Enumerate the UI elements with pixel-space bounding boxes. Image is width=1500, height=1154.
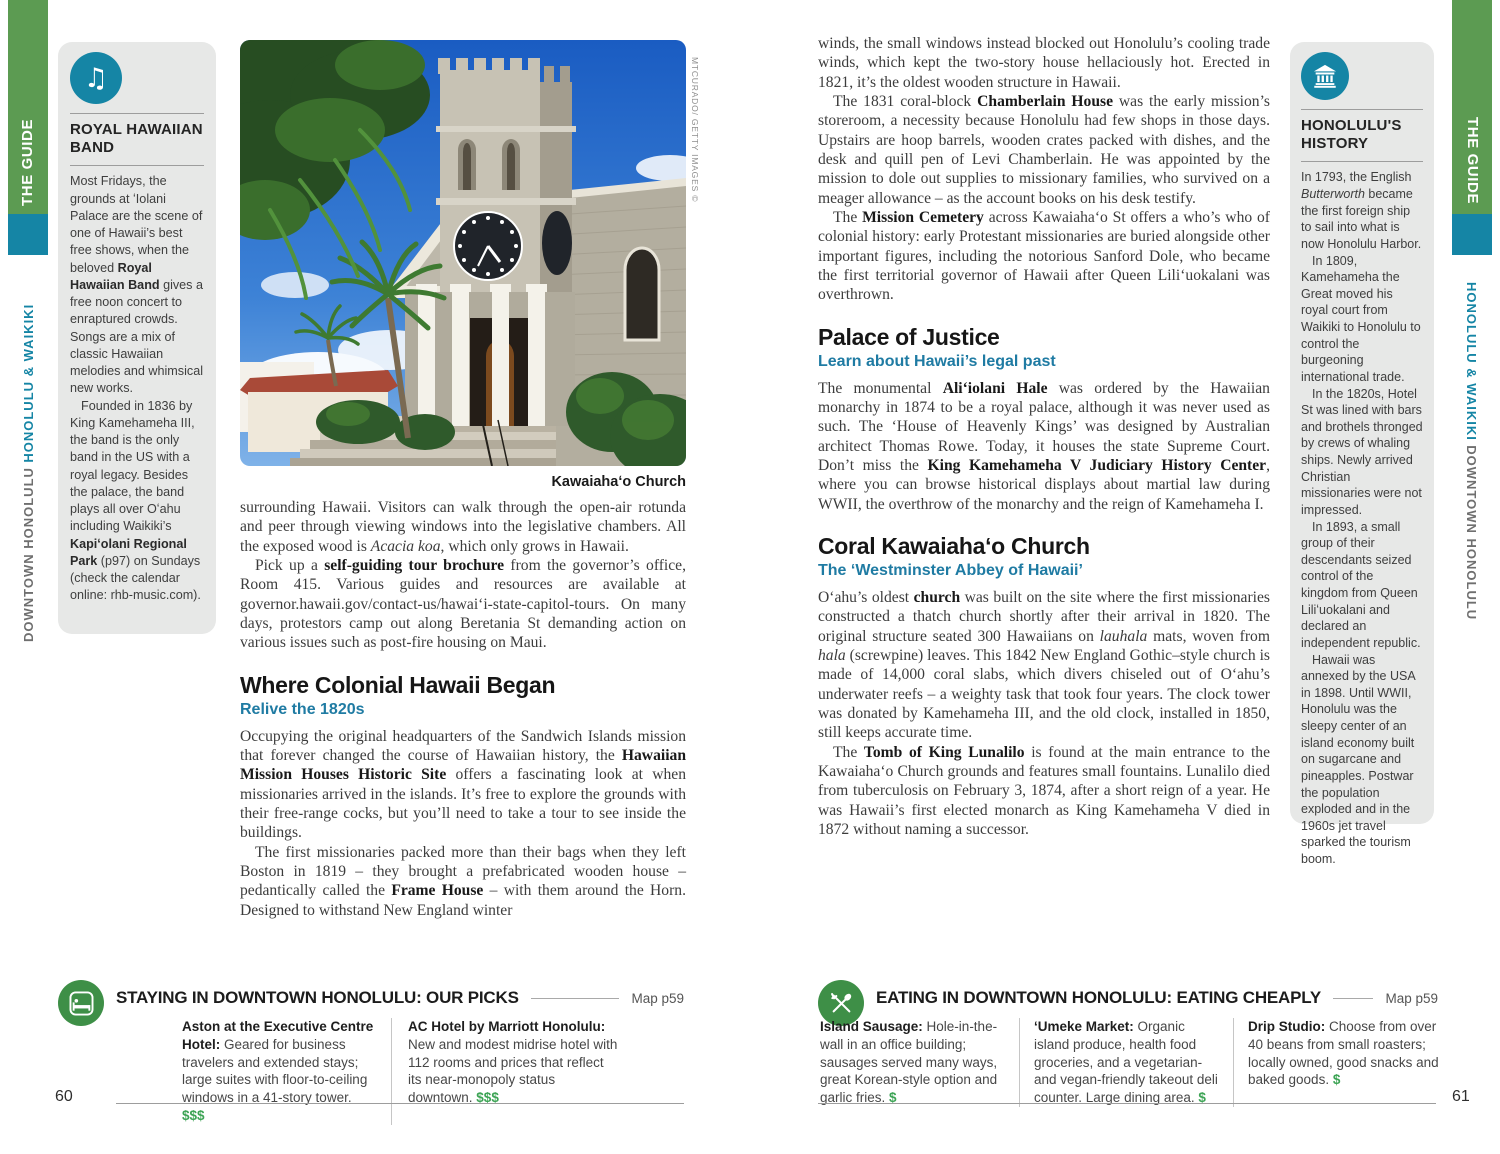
- restaurant-entry: [820, 1018, 1020, 1107]
- church-photo-illustration: [240, 40, 686, 466]
- royal-band-title: ROYAL HAWAIIAN BAND: [70, 121, 203, 156]
- page60-column: [240, 498, 686, 920]
- section-heading-colonial-hawaii: Where Colonial Hawaii Began: [240, 671, 556, 698]
- divider: [1301, 109, 1423, 110]
- hotel-entry: [392, 1018, 618, 1125]
- staying-title: STAYING IN DOWNTOWN HONOLULU: OUR PICKS: [116, 988, 519, 1007]
- section-heading-palace-of-justice: Palace of Justice: [818, 323, 1000, 350]
- staying-map-ref: Map p59: [631, 990, 684, 1006]
- history-paragraph: In the 1820s, Hotel St was lined with bars and brothels thronged by crews of whaling ships. Newly arrived Christian missionaries were not impressed.: [1301, 386, 1423, 517]
- left-region-label: HONOLULU & WAIKIKI: [21, 303, 36, 463]
- left-teal-block: [8, 214, 48, 255]
- eating-map-ref: Map p59: [1385, 990, 1438, 1006]
- page61-column: [818, 34, 1270, 839]
- royal-band-body: [70, 173, 204, 604]
- history-title: HONOLULU'S HISTORY: [1301, 117, 1402, 152]
- price-badge: $: [1332, 1072, 1341, 1088]
- photo-credit: MTCURADO/ GETTY IMAGES ©: [690, 57, 700, 203]
- page-number-left: 60: [55, 1088, 73, 1105]
- section-heading-coral-church: Coral Kawaiahaʻo Church: [818, 533, 1090, 560]
- history-paragraph: Hawaii was annexed by the USA in 1898. Until WWII, Honolulu was the sleepy center of an island economy built on sugarcane and pineapples. Postwar the population exploded and in the 1960s jet travel sparked the tourism boom.: [1301, 652, 1415, 866]
- restaurant-desc: Organic island produce, health food groceries, and a vegetarian- and vegan-friendly takeout deli counter. Large dining area.: [1034, 1019, 1218, 1106]
- royal-band-paragraph: Most Fridays, the grounds at ʻIolani Palace are the scene of one of Hawaii’s best free shows, when the beloved Royal Hawaiian Band gives a free noon concert to enraptured crowds. Songs are a mix of classic Hawaiian melodies and whimsical new works.: [70, 174, 203, 396]
- page61-footer-rule: [818, 1103, 1436, 1104]
- history-paragraph: In 1809, Kamehameha the Great moved his royal court from Waikiki to Honolulu to control the burgeoning international trade.: [1301, 253, 1421, 384]
- right-guide-label: THE GUIDE: [1464, 117, 1481, 205]
- restaurant-entry: [1234, 1018, 1440, 1107]
- photo-caption: Kawaiahaʻo Church: [551, 474, 686, 490]
- staying-header: [116, 988, 684, 1008]
- staying-entries: [182, 1018, 618, 1125]
- history-paragraph: In 1893, a small group of their descendants seized control of the kingdom from Queen Liliʻuokalani and declared an independent republic.: [1301, 519, 1421, 650]
- body-paragraph: The monumental Aliʻiolani Hale was ordered by the Hawaiian monarchy in 1874 to be a royal palace, although it was never used as such. The ‘House of Heavenly Kings’ was designed by Australian architect Thomas Rowe. Today, it houses the state Supreme Court. Don’t miss the King Kamehameha V Judiciary History Center, where you can browse historical displays about martial law during WWII, the overthrow of the monarchy and the reign of Kamehameha I.: [818, 379, 1270, 513]
- body-paragraph: The first missionaries packed more than their bags when they left Boston in 1819 – they brought a prefabricated wooden house – pedantically called the Frame House – with them around the Horn. Designed to withstand New England winter: [240, 843, 686, 919]
- hotel-desc: Geared for business travelers and extended stays; large suites with floor-to-ceiling windows in a 41-story tower.: [182, 1036, 368, 1106]
- music-note-icon: ♫: [70, 52, 122, 104]
- section-subheading: Relive the 1820s: [240, 700, 365, 718]
- restaurant-name: Drip Studio:: [1248, 1019, 1326, 1034]
- header-rule: [1333, 998, 1373, 999]
- page60-footer-rule: [116, 1103, 684, 1104]
- divider: [1301, 161, 1423, 162]
- right-chapter-label: DOWNTOWN HONOLULU: [1464, 445, 1479, 621]
- royal-band-sidebar: [58, 42, 216, 634]
- restaurant-name: ʻUmeke Market:: [1034, 1019, 1134, 1034]
- restaurant-desc: Choose from over 40 beans from small roasters; locally owned, good snacks and baked goods.: [1248, 1019, 1439, 1088]
- kawaiahao-church-photo: [240, 40, 686, 466]
- restaurant-desc: Hole-in-the-wall in an office building; sausages served many ways, great Korean-style option and garlic fries.: [820, 1019, 998, 1106]
- divider: [70, 165, 204, 166]
- body-paragraph: The 1831 coral-block Chamberlain House was the early mission’s storeroom, a necessity because Honolulu had few shops in those days. Upstairs are hoop barrels, wooden crates packed with dishes, and the desk and quill pen of Levi Chamberlain. He was appointed by the mission to dole out supplies to missionary families, who survived on a meager allowance – as the account books on his desk testify.: [818, 92, 1270, 207]
- royal-band-paragraph: Founded in 1836 by King Kamehameha III, the band is the only band in the US with a royal legacy. Besides the palace, the band plays all over Oʻahu including Waikiki’s Kapiʻolani Regional Park (p97) on Sundays (check the calendar online: rhb-music.com).: [70, 398, 201, 603]
- body-paragraph: Occupying the original headquarters of the Sandwich Islands mission that forever changed the course of Hawaiian history, the Hawaiian Mission Houses Historic Site offers a fascinating look at when missionaries arrived in the islands. It’s free to explore the grounds with their free-range cocks, but you’ll need to take a tour to see inside the buildings.: [240, 727, 686, 842]
- eating-header: [876, 988, 1438, 1008]
- hotel-name: Aston at the Executive Centre Hotel:: [182, 1019, 374, 1052]
- right-edge-tab: [1462, 282, 1480, 620]
- left-chapter-label: DOWNTOWN HONOLULU: [21, 467, 36, 642]
- body-paragraph: winds, the small windows instead blocked out Honolulu’s cooling trade winds, which kept the two-story house hellaciously hot. Erected in 1821, it’s the oldest wooden structure in Hawaii.: [818, 35, 1270, 91]
- hotel-name: AC Hotel by Marriott Honolulu:: [408, 1019, 606, 1034]
- hotel-entry: [182, 1018, 392, 1125]
- price-badge: $: [889, 1090, 897, 1106]
- body-paragraph: surrounding Hawaii. Visitors can walk through the open-air rotunda and peer through viewing windows into the legislative chambers. All the exposed wood is Acacia koa, which only grows in Hawaii.: [240, 499, 686, 555]
- history-paragraph: In 1793, the English Butterworth became the first foreign ship to sail into what is now Honolulu Harbor.: [1301, 170, 1422, 251]
- eating-title: EATING IN DOWNTOWN HONOLULU: EATING CHEAPLY: [876, 988, 1322, 1007]
- section-subheading: Learn about Hawaii’s legal past: [818, 352, 1056, 370]
- price-badge: $$$: [182, 1108, 205, 1124]
- page-number-right: 61: [1452, 1088, 1470, 1105]
- right-region-label: HONOLULU & WAIKIKI: [1464, 282, 1479, 441]
- section-subheading: The ‘Westminster Abbey of Hawaii’: [818, 562, 1083, 580]
- bed-icon: [58, 980, 104, 1026]
- body-paragraph: Pick up a self-guiding tour brochure from the governor’s office, Room 415. Various guides and resources are available at governor.hawaii.gov/contact-us/hawaiʻi-state-capitol-tours. On many days, protestors camp out along Beretania St demanding action on various issues such as post-fire housing on Maui.: [240, 556, 686, 652]
- price-badge: $: [1198, 1090, 1206, 1106]
- history-body: [1301, 169, 1423, 867]
- header-rule: [531, 998, 620, 999]
- left-edge-tab: [20, 304, 38, 642]
- history-sidebar: [1290, 42, 1434, 866]
- restaurant-entry: [1020, 1018, 1234, 1107]
- hotel-desc: New and modest midrise hotel with 112 rooms and prices that reflect its near-monopoly status downtown.: [408, 1036, 618, 1106]
- price-badge: $$$: [476, 1090, 499, 1106]
- left-guide-label: THE GUIDE: [19, 118, 36, 206]
- divider: [70, 113, 204, 114]
- body-paragraph: The Mission Cemetery across Kawaiahaʻo St offers a who’s who of colonial history: early Protestant missionaries are buried alongside other important figures, including the notorious Sanford Dole, who became the first territorial governor of Hawaii after Queen Liliʻuokalani was overthrown.: [818, 208, 1270, 304]
- restaurant-name: Island Sausage:: [820, 1019, 923, 1034]
- body-paragraph: The Tomb of King Lunalilo is found at the main entrance to the Kawaiahaʻo Church grounds and features small fountains. Lunalilo died from tuberculosis on February 3, 1874, after a short reign of a year. He was Hawaii’s first elected monarch as King Kamehameha V died in 1872 without naming a successor.: [818, 743, 1270, 839]
- museum-icon: [1301, 52, 1349, 100]
- right-teal-block: [1452, 214, 1492, 255]
- body-paragraph: Oʻahu’s oldest church was built on the site where the first missionaries constructed a thatch church shortly after their arrival in 1820. The original structure seated 300 Hawaiians on lauhala mats, woven from hala (screwpine) leaves. This 1842 New England Gothic–style church is made of 14,000 coral slabs, which divers chiseled out of Oʻahu’s underwater reefs – a weighty task that took four years. The clock tower was donated by Kamehameha III, and the old clock, installed in 1850, still keeps accurate time.: [818, 589, 1270, 742]
- eating-entries: [820, 1018, 1440, 1107]
